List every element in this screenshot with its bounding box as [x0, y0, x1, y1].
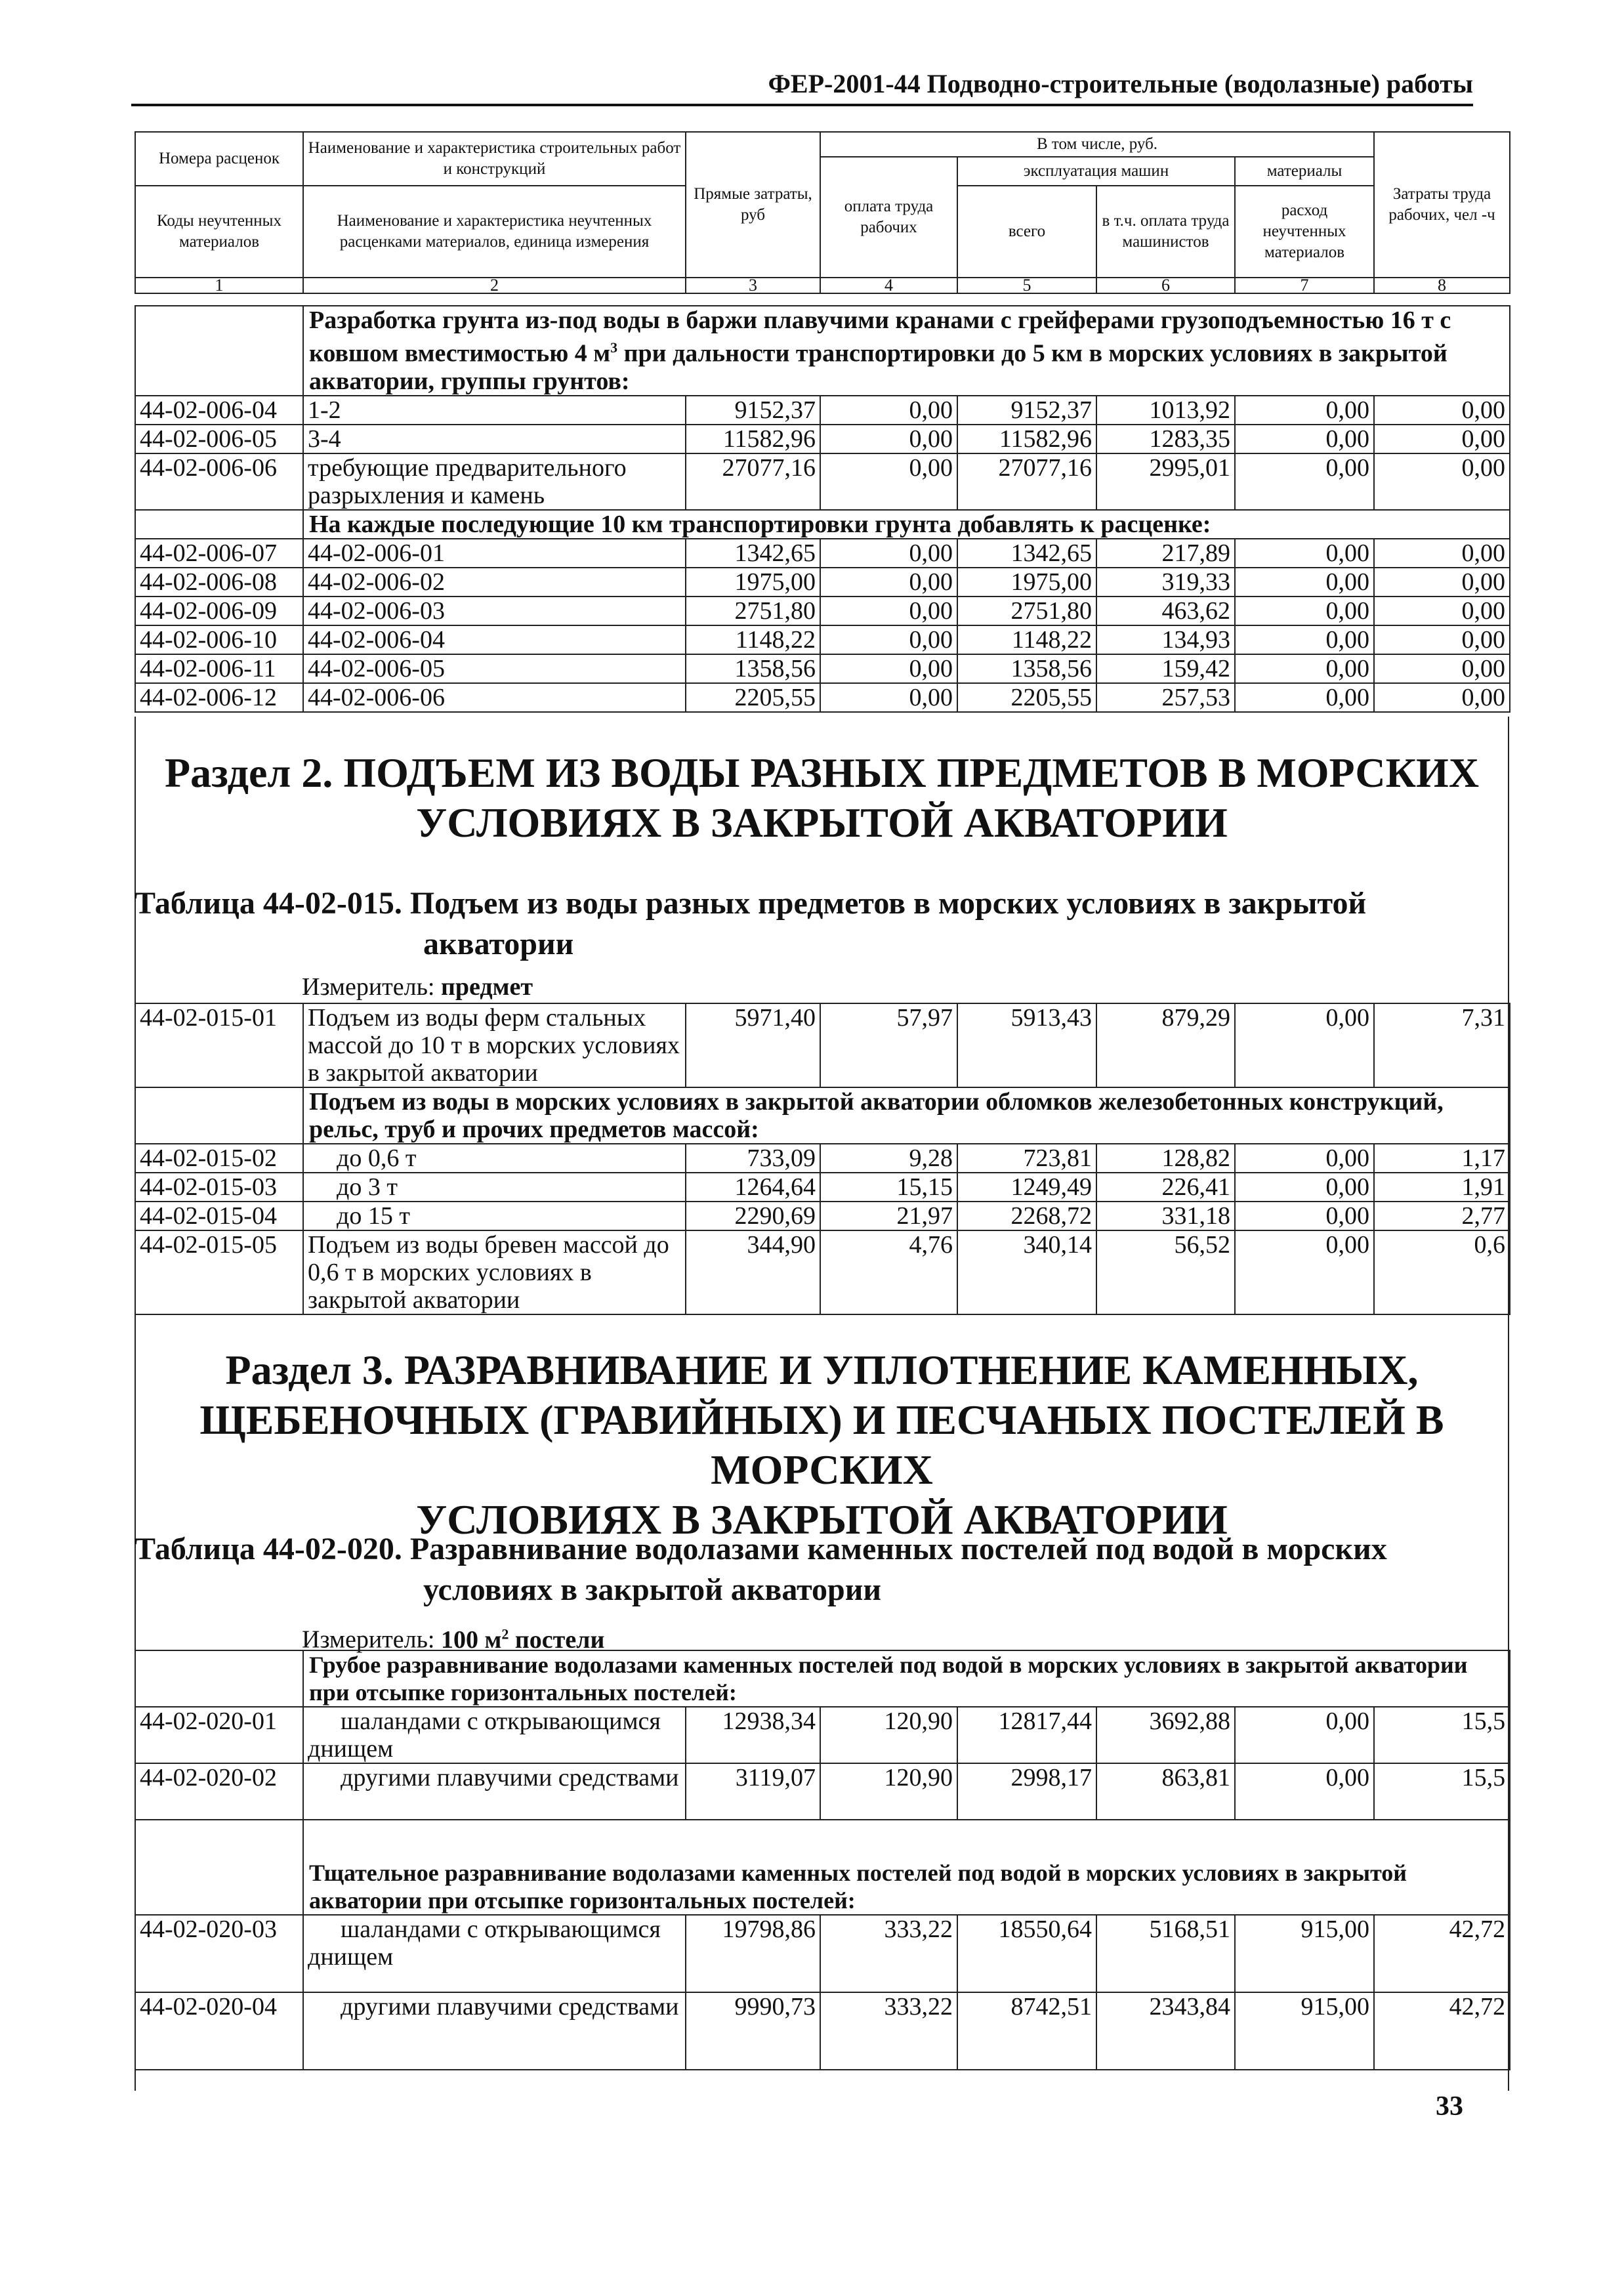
- header-incl-operators: в т.ч. оплата труда машинистов: [1096, 186, 1235, 278]
- header-col2-bottom: Наименование и характеристика неучтенных расценками материалов, единица измерения: [303, 186, 686, 278]
- running-head: ФЕР-2001-44 Подводно-строительные (водолазные) работы: [131, 64, 1473, 106]
- header-col1-top: Номера расценок: [135, 132, 303, 186]
- index-4: 4: [820, 278, 957, 293]
- table-row: 44-02-006-11 44-02-006-05 1358,56 0,00 1358,56 159,42 0,00 0,00: [135, 654, 1510, 683]
- empty-cell: [135, 1087, 303, 1144]
- table-row: 44-02-015-05 Подъем из воды бревен массой до 0,6 т в морских условиях в закрытой акватории 344,90 4,76 340,14 56,52 0,00 0,6: [135, 1230, 1510, 1314]
- header-col1-bottom: Коды неучтенных материалов: [135, 186, 303, 278]
- section-2-title: Раздел 2. ПОДЪЕМ ИЗ ВОДЫ РАЗНЫХ ПРЕДМЕТОВ В МОРСКИХ УСЛОВИЯХ В ЗАКРЫТОЙ АКВАТОРИИ: [164, 749, 1480, 846]
- index-8: 8: [1374, 278, 1510, 293]
- section-3-title: Раздел 3. РАЗРАВНИВАНИЕ И УПЛОТНЕНИЕ КАМЕННЫХ, ЩЕБЕНОЧНЫХ (ГРАВИЙНЫХ) И ПЕСЧАНЫХ ПОСТЕЛЕЙ В МОРСКИХ УСЛОВИЯХ В ЗАКРЫТОЙ АКВАТОРИИ: [199, 1347, 1444, 1543]
- table-row: 44-02-006-04 1-2 9152,37 0,00 9152,37 1013,92 0,00 0,00: [135, 396, 1510, 425]
- table-row: 44-02-020-01 шаландами с открывающимся днищем 12938,34 120,90 12817,44 3692,88 0,00 15,5: [135, 1707, 1510, 1763]
- table-row: 44-02-006-10 44-02-006-04 1148,22 0,00 1148,22 134,93 0,00 0,00: [135, 625, 1510, 654]
- table-row: 44-02-015-01 Подъем из воды ферм стальных массой до 10 т в морских условиях в закрытой акватории 5971,40 57,97 5913,43 879,29 0,00 7,31: [135, 1003, 1510, 1087]
- page-number: 33: [1436, 2091, 1463, 2122]
- table-row: 44-02-006-08 44-02-006-02 1975,00 0,00 1975,00 319,33 0,00 0,00: [135, 568, 1510, 597]
- table-row: 44-02-006-09 44-02-006-03 2751,80 0,00 2751,80 463,62 0,00 0,00: [135, 597, 1510, 625]
- header-in-total: В том числе, руб.: [820, 132, 1374, 157]
- group-title: Грубое разравнивание водолазами каменных постелей под водой в морских условиях в закрытой акватории при отсыпке горизонтальных постелей:: [303, 1650, 1510, 1707]
- table-44-02-020-title: Таблица 44-02-020. Разравнивание водолазами каменных постелей под водой в морских условиях в закрытой акватории: [135, 1532, 1387, 1607]
- table-row: 44-02-006-06 требующие предварительного разрыхления и камень 27077,16 0,00 27077,16 2995,01 0,00 0,00: [135, 453, 1510, 510]
- empty-cell: [135, 1820, 303, 1859]
- table-row: 44-02-020-04 другими плавучими средствами 9990,73 333,22 8742,51 2343,84 915,00 42,72: [135, 1992, 1510, 2070]
- index-2: 2: [303, 278, 686, 293]
- header-total: всего: [957, 186, 1096, 278]
- rates-table-44-02-020: [135, 1650, 1510, 2070]
- header-col2-top: Наименование и характеристика строительных работ и конструкций: [303, 132, 686, 186]
- rates-table-44-02-015: [135, 1003, 1510, 1315]
- index-3: 3: [686, 278, 820, 293]
- sub-title: На каждые последующие 10 км транспортировки грунта добавлять к расценке:: [303, 510, 1510, 539]
- table-row: 44-02-015-04 до 15 т 2290,69 21,97 2268,72 331,18 0,00 2,77: [135, 1202, 1510, 1230]
- empty-cell: [135, 510, 303, 539]
- index-7: 7: [1235, 278, 1374, 293]
- measure-unit: Измеритель: предмет: [302, 973, 533, 1001]
- header-labor-cost: Затраты труда рабочих, чел -ч: [1374, 132, 1510, 278]
- empty-cell: [135, 1859, 303, 1915]
- measure-unit: Измеритель: 100 $м^2$ постели: [302, 1625, 605, 1654]
- table-row: 44-02-015-03 до 3 т 1264,64 15,15 1249,49 226,41 0,00 1,91: [135, 1173, 1510, 1202]
- header-col3: Прямые затраты, руб: [686, 132, 820, 278]
- group-title: Тщательное разравнивание водолазами каменных постелей под водой в морских условиях в закрытой акватории при отсыпке горизонтальных постелей:: [303, 1859, 1510, 1915]
- header-labor-pay: оплата труда рабочих: [820, 157, 957, 278]
- rates-table-44-02-006: [135, 305, 1510, 713]
- index-5: 5: [957, 278, 1096, 293]
- header-machines: эксплуатация машин: [957, 157, 1235, 186]
- table-row: 44-02-006-12 44-02-006-06 2205,55 0,00 2205,55 257,53 0,00 0,00: [135, 683, 1510, 712]
- header-materials: материалы: [1235, 157, 1374, 186]
- group-title: Подъем из воды в морских условиях в закрытой акватории обломков железобетонных конструкций, рельс, труб и прочих предметов массой:: [303, 1087, 1510, 1144]
- column-header: [135, 131, 1510, 294]
- table-44-02-015-title: Таблица 44-02-015. Подъем из воды разных предметов в морских условиях в закрытой акватории: [135, 886, 1367, 961]
- index-1: 1: [135, 278, 303, 293]
- table-row: 44-02-015-02 до 0,6 т 733,09 9,28 723,81 128,82 0,00 1,17: [135, 1144, 1510, 1173]
- table-row: 44-02-006-07 44-02-006-01 1342,65 0,00 1342,65 217,89 0,00 0,00: [135, 539, 1510, 568]
- header-unaccounted: расход неучтенных материалов: [1235, 186, 1374, 278]
- index-6: 6: [1096, 278, 1235, 293]
- empty-cell: [135, 1650, 303, 1707]
- table-row: 44-02-020-03 шаландами с открывающимся днищем 19798,86 333,22 18550,64 5168,51 915,00 42,72: [135, 1915, 1510, 1992]
- table-row: 44-02-006-05 3-4 11582,96 0,00 11582,96 1283,35 0,00 0,00: [135, 425, 1510, 453]
- block-title: Разработка грунта из-под воды в баржи плавучими кранами с грейферами грузоподъемностью 16 т с ковшом вместимостью 4 $м^3$ при дальности транспортировки до 5 км в морских условиях в закрытой акватории, группы грунтов:: [303, 306, 1510, 396]
- empty-cell: [303, 1820, 1510, 1859]
- table-row: 44-02-020-02 другими плавучими средствами 3119,07 120,90 2998,17 863,81 0,00 15,5: [135, 1763, 1510, 1820]
- empty-cell: [135, 306, 303, 396]
